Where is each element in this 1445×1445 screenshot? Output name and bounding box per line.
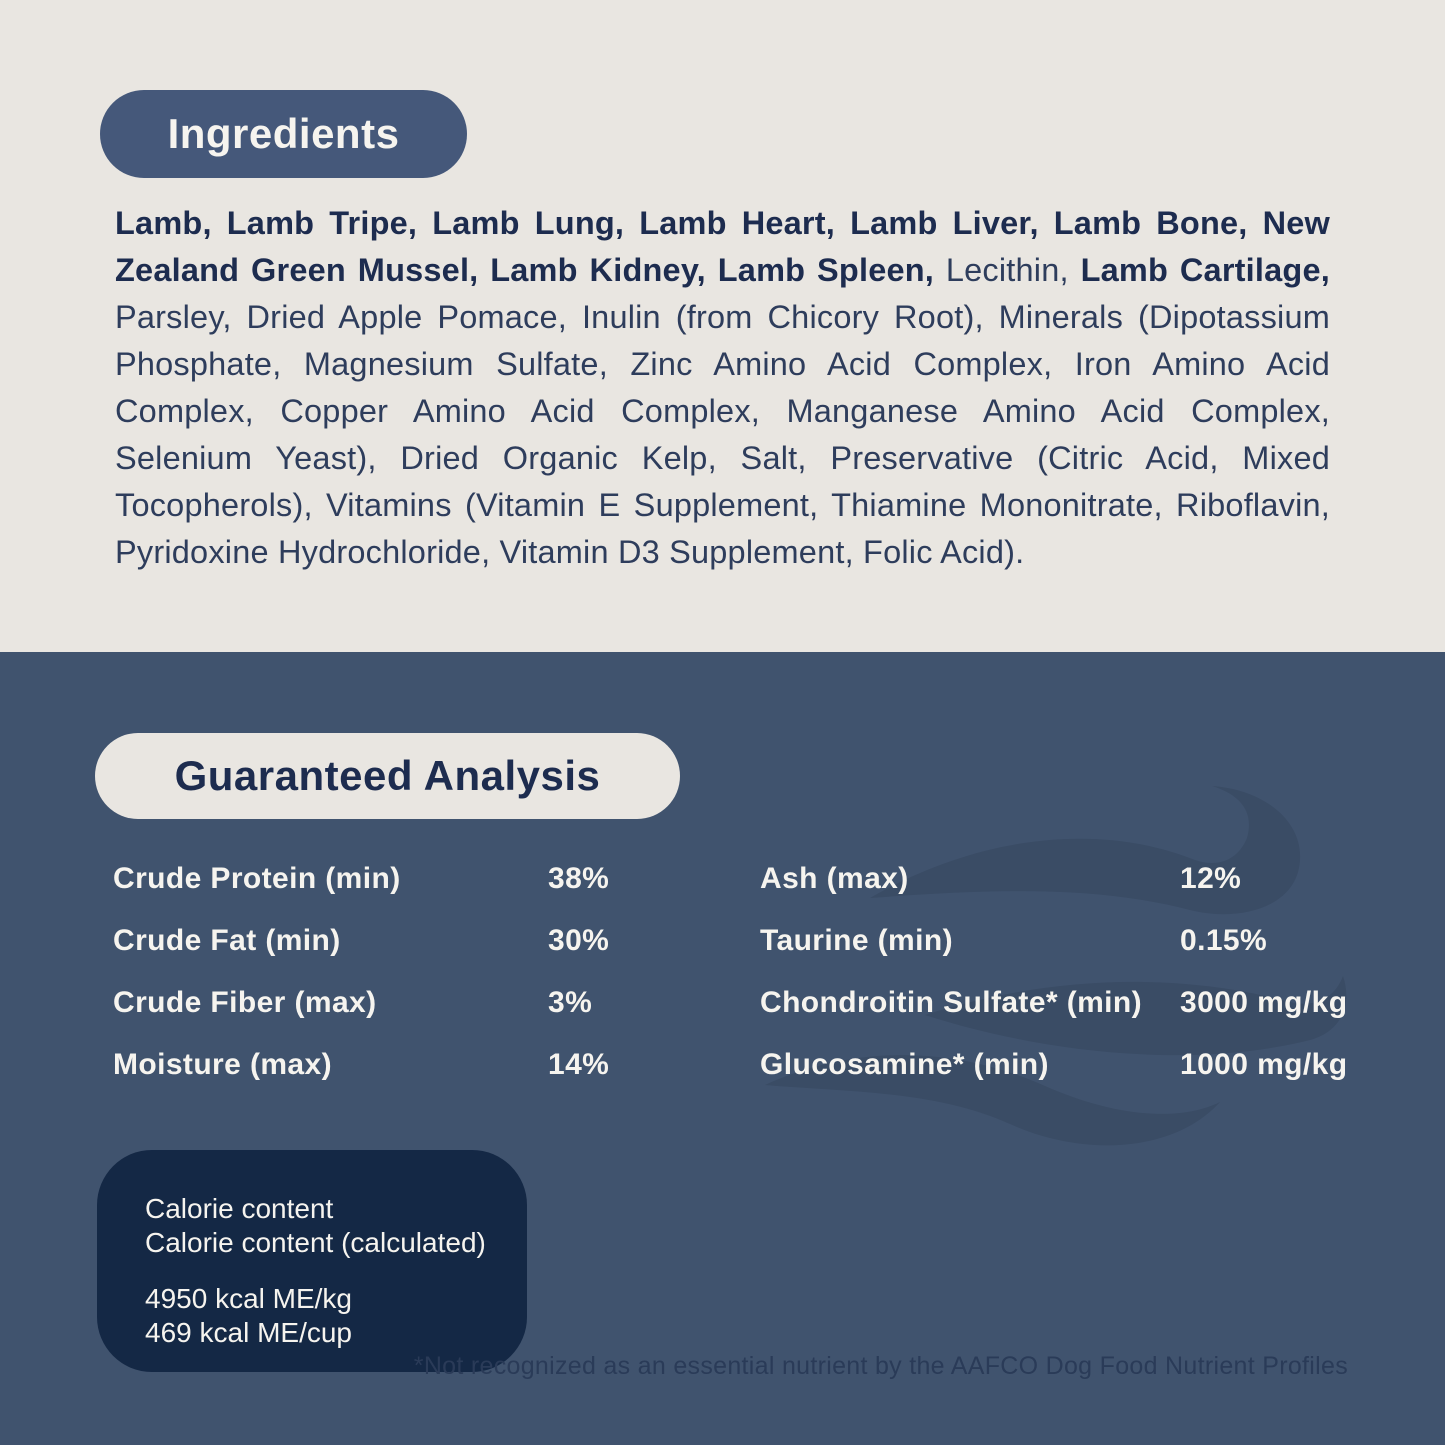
table-row [113, 1048, 733, 1110]
table-row [760, 862, 1360, 924]
table-row [113, 924, 733, 986]
nutrient-label: Chondroitin Sulfate* (min) [760, 986, 1143, 1019]
calorie-value-line: 469 kcal ME/cup [145, 1317, 352, 1348]
nutrient-value: 30% [548, 924, 610, 957]
nutrient-value: 3% [548, 986, 593, 1019]
ingredients-title: Ingredients [167, 110, 400, 157]
table-row [113, 862, 733, 924]
ingredients-segment-bold: Lamb Cartilage, [1080, 252, 1330, 288]
guaranteed-analysis-title: Guaranteed Analysis [174, 752, 601, 799]
ingredients-section [0, 0, 1445, 652]
nutrient-value: 12% [1180, 862, 1242, 895]
guaranteed-analysis-title-pill [95, 733, 680, 819]
nutrient-label: Crude Fat (min) [113, 924, 341, 957]
table-row [760, 1048, 1360, 1110]
ingredients-segment-regular: Lecithin, [945, 252, 1081, 288]
analysis-column-right [760, 862, 1360, 1110]
nutrient-label: Crude Fiber (max) [113, 986, 377, 1019]
ingredients-segment-regular: Parsley, Dried Apple Pomace, Inulin (from Chicory Root), Minerals (Dipotassium Phosphate, Magnesium Sulfate, Zinc Amino Acid Complex, Iron Amino Acid Complex, Copper Amino Acid Complex, Manganese Amino Acid Complex, Selenium Yeast), Dried Organic Kelp, Salt, Preservative (Citric Acid, Mixed Tocopherols), Vitamins (Vitamin E Supplement, Thiamine Mononitrate, Riboflavin, Pyridoxine Hydrochloride, Vitamin D3 Supplement, Folic Acid). [115, 299, 1330, 570]
nutrient-label: Ash (max) [760, 862, 909, 895]
ingredients-segment-bold: Lamb, Lamb Tripe, Lamb Lung, Lamb Heart, Lamb Liver, Lamb Bone, New Zealand Green Mussel, Lamb Kidney, Lamb Spleen, [115, 205, 1330, 288]
nutrient-value: 0.15% [1180, 924, 1268, 957]
table-row [760, 986, 1360, 1048]
calorie-heading-line: Calorie content [145, 1193, 334, 1224]
table-row [113, 986, 733, 1048]
guaranteed-analysis-section [0, 652, 1445, 1445]
analysis-column-left [113, 862, 733, 1110]
nutrient-label: Crude Protein (min) [113, 862, 401, 895]
nutrient-value: 3000 mg/kg [1180, 986, 1348, 1019]
nutrient-value: 38% [548, 862, 610, 895]
nutrient-label: Moisture (max) [113, 1048, 332, 1081]
nutrient-label: Glucosamine* (min) [760, 1048, 1049, 1081]
aafco-footnote: *Not recognized as an essential nutrient by the AAFCO Dog Food Nutrient Profiles [413, 1352, 1348, 1380]
calorie-value-line: 4950 kcal ME/kg [145, 1283, 352, 1314]
table-row [760, 924, 1360, 986]
calorie-content-box [97, 1150, 527, 1372]
calorie-heading-line: Calorie content (calculated) [145, 1227, 486, 1258]
calorie-values [145, 1282, 497, 1350]
nutrient-value: 14% [548, 1048, 610, 1081]
nutrient-label: Taurine (min) [760, 924, 953, 957]
ingredients-title-pill [100, 90, 467, 178]
ingredients-text [115, 200, 1330, 576]
nutrient-value: 1000 mg/kg [1180, 1048, 1348, 1081]
